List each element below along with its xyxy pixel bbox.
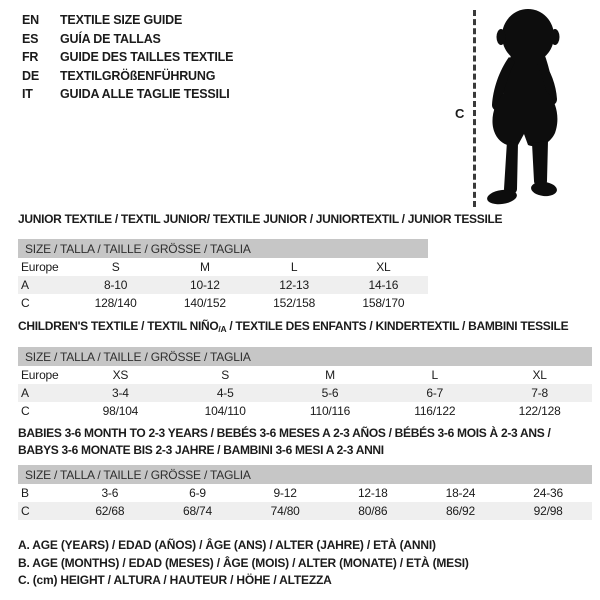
- cell: 62/68: [95, 504, 125, 518]
- junior-size-table: [18, 239, 428, 312]
- cell: 3-6: [101, 486, 119, 500]
- cell: 12-18: [357, 486, 388, 500]
- children-title-suffix: / TEXTILE DES ENFANTS / KINDERTEXTIL / BAMBINI TESSILE: [226, 319, 569, 333]
- cell: 3-4: [112, 386, 129, 400]
- cell: 18-24: [445, 486, 476, 500]
- language-code: EN: [22, 13, 39, 27]
- cell: 14-16: [368, 278, 399, 292]
- size-header-label: SIZE / TALLA / TAILLE / GRÖSSE / TAGLIA: [18, 347, 592, 366]
- row-label: A: [21, 386, 29, 400]
- language-row-it: [22, 85, 233, 104]
- children-size-table: [18, 347, 592, 420]
- language-code: DE: [22, 68, 39, 83]
- legend-line-c: C. (cm) HEIGHT / ALTURA / HAUTEUR / HÖHE / ALTEZZA: [18, 573, 332, 587]
- children-title-prefix: CHILDREN'S TEXTILE / TEXTIL NIÑO: [18, 319, 219, 333]
- size-header-row: [18, 239, 428, 258]
- language-code: FR: [22, 50, 39, 65]
- cell: 92/98: [533, 504, 563, 518]
- language-row-de: [22, 67, 233, 86]
- legend-line-a: A. AGE (YEARS) / EDAD (AÑOS) / ÂGE (ANS) / ALTER (JAHRE) / ETÀ (ANNI): [18, 538, 436, 552]
- language-label: TEXTILGRÖßENFÜHRUNG: [60, 68, 216, 83]
- cell: 152/158: [273, 296, 316, 310]
- table-row: [18, 484, 592, 502]
- cell: S: [221, 368, 230, 382]
- size-header-label: SIZE / TALLA / TAILLE / GRÖSSE / TAGLIA: [18, 239, 428, 258]
- cell: M: [199, 260, 210, 274]
- language-label: GUIDE DES TAILLES TEXTILE: [60, 50, 234, 65]
- cell: 7-8: [531, 386, 548, 400]
- babies-size-table: [18, 465, 592, 520]
- height-measure-dashed-line: [473, 10, 476, 207]
- toddler-silhouette-icon: [482, 7, 576, 210]
- babies-title-line2: BABYS 3-6 MONATE BIS 2-3 JAHRE / BAMBINI 3-6 MESI A 2-3 ANNI: [18, 443, 384, 457]
- language-row-es: [22, 30, 233, 49]
- babies-table-title: [18, 425, 550, 459]
- cell: 74/80: [270, 504, 300, 518]
- cell: 24-36: [533, 486, 563, 500]
- row-label: B: [21, 486, 29, 500]
- measure-legend: [18, 537, 469, 590]
- language-code: IT: [22, 87, 33, 102]
- row-label: Europe: [21, 368, 59, 382]
- language-row-fr: [22, 48, 233, 67]
- cell: 158/170: [362, 296, 405, 310]
- cell: L: [290, 260, 298, 274]
- language-title-block: [22, 11, 233, 104]
- cell: 4-5: [216, 386, 234, 400]
- row-label: C: [21, 296, 30, 310]
- cell: 10-12: [190, 278, 220, 292]
- table-row: [18, 276, 428, 294]
- height-measure-label: C: [455, 106, 465, 121]
- cell: 68/74: [182, 504, 212, 518]
- cell: 128/140: [94, 296, 137, 310]
- language-label: GUIDA ALLE TAGLIE TESSILI: [60, 87, 230, 102]
- cell: XS: [112, 368, 129, 382]
- size-header-row: [18, 465, 592, 484]
- cell: 6-7: [426, 386, 444, 400]
- cell: 86/92: [445, 504, 475, 518]
- cell: 116/122: [414, 404, 456, 418]
- row-label: C: [21, 404, 30, 418]
- table-row: [18, 366, 592, 384]
- cell: 6-9: [189, 486, 206, 500]
- cell: 8-10: [104, 278, 128, 292]
- language-label: GUÍA DE TALLAS: [60, 31, 161, 46]
- cell: S: [111, 260, 120, 274]
- table-row: [18, 384, 592, 402]
- cell: XL: [376, 260, 391, 274]
- language-code: ES: [22, 31, 39, 46]
- cell: 122/128: [518, 404, 561, 418]
- babies-title-line1: BABIES 3-6 MONTH TO 2-3 YEARS / BEBÉS 3-6 MESES A 2-3 AÑOS / BÉBÉS 3-6 MOIS À 2-3 ANS /: [18, 426, 551, 440]
- cell: 80/86: [358, 504, 388, 518]
- language-label: TEXTILE SIZE GUIDE: [60, 13, 183, 27]
- cell: 12-13: [279, 278, 309, 292]
- cell: L: [431, 368, 439, 382]
- cell: 104/110: [204, 404, 246, 418]
- row-label: C: [21, 504, 30, 518]
- table-row: [18, 502, 592, 520]
- cell: 9-12: [273, 486, 297, 500]
- table-row: [18, 258, 428, 276]
- cell: XL: [532, 368, 547, 382]
- table-row: [18, 294, 428, 312]
- cell: 110/116: [309, 404, 351, 418]
- language-row-en: [22, 11, 233, 30]
- size-header-label: SIZE / TALLA / TAILLE / GRÖSSE / TAGLIA: [18, 465, 592, 484]
- size-header-row: [18, 347, 592, 366]
- cell: 98/104: [102, 404, 139, 418]
- junior-table-title: JUNIOR TEXTILE / TEXTIL JUNIOR/ TEXTILE JUNIOR / JUNIORTEXTIL / JUNIOR TESSILE: [18, 212, 503, 226]
- legend-line-b: B. AGE (MONTHS) / EDAD (MESES) / ÂGE (MOIS) / ALTER (MONATE) / ETÀ (MESI): [18, 555, 469, 570]
- row-label: A: [21, 278, 29, 292]
- children-title-subscript: /A: [218, 324, 227, 334]
- children-table-title: [18, 319, 568, 334]
- cell: M: [325, 368, 335, 382]
- cell: 5-6: [321, 386, 339, 400]
- cell: 140/152: [183, 296, 226, 310]
- table-row: [18, 402, 592, 420]
- row-label: Europe: [21, 260, 59, 274]
